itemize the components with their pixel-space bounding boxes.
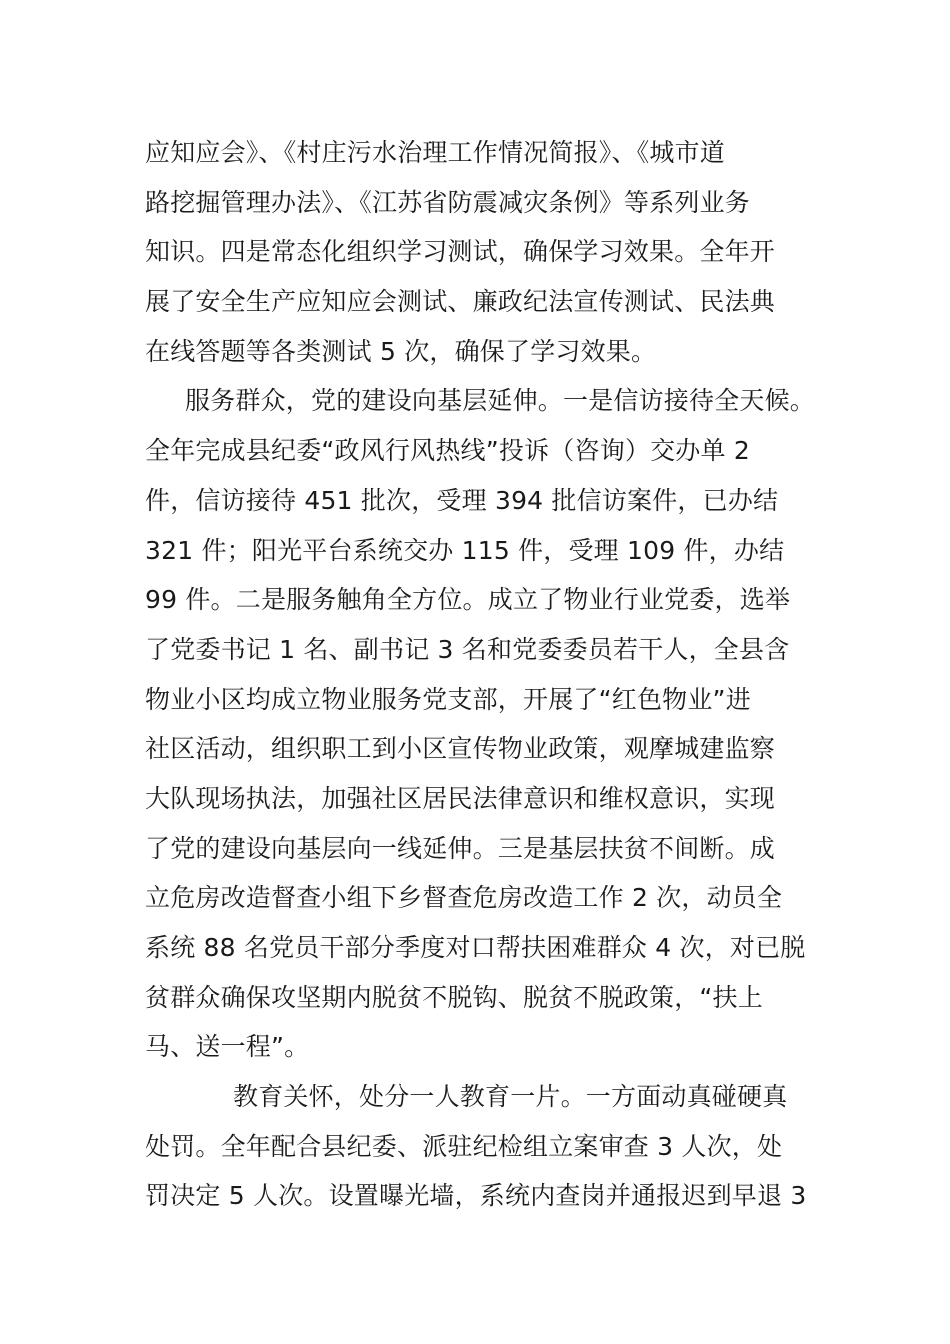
- text-line: 马、送一程”。: [145, 1032, 310, 1062]
- text-line: 了党的建设向基层向一线延伸。三是基层扶贫不间断。成: [145, 833, 776, 863]
- text-line: 立危房改造督查小组下乡督查危房改造工作 2 次，动员全: [145, 883, 783, 913]
- paragraph-start-line: 服务群众，党的建设向基层延伸。一是信访接待全天候。: [185, 386, 816, 416]
- text-line: 99 件。二是服务触角全方位。成立了物业行业党委，选举: [145, 585, 791, 615]
- text-line: 件，信访接待 451 批次，受理 394 批信访案件，已办结: [145, 485, 779, 515]
- text-line: 系统 88 名党员干部分季度对口帮扶困难群众 4 次，对已脱: [145, 933, 806, 962]
- text-line: 321 件；阳光平台系统交办 115 件，受理 109 件，办结: [145, 535, 785, 565]
- text-line: 在线答题等各类测试 5 次，确保了学习效果。: [145, 336, 657, 366]
- text-line: 了党委书记 1 名、副书记 3 名和党委委员若干人，全县含: [145, 634, 790, 664]
- text-line: 贫群众确保攻坚期内脱贫不脱钩、脱贫不脱政策，“扶上: [145, 982, 763, 1012]
- text-line: 物业小区均成立物业服务党支部，开展了“红色物业”进: [145, 684, 751, 714]
- text-line: 处罚。全年配合县纪委、派驻纪检组立案审查 3 人次，处: [145, 1131, 783, 1161]
- text-line: 全年完成县纪委“政风行风热线”投诉（咨询）交办单 2: [145, 436, 750, 466]
- paragraph-start-line: 教育关怀，处分一人教育一片。一方面动真碰硬真: [233, 1082, 788, 1112]
- text-line: 路挖掘管理办法》、《江苏省防震减灾条例》等系列业务: [145, 187, 751, 217]
- text-line: 应知应会》、《村庄污水治理工作情况简报》、《城市道: [145, 138, 726, 167]
- text-line: 罚决定 5 人次。设置曝光墙，系统内查岗并通报迟到早退 3: [145, 1181, 807, 1211]
- text-line: 大队现场执法，加强社区居民法律意识和维权意识，实现: [145, 783, 776, 813]
- text-line: 展了安全生产应知应会测试、廉政纪法宣传测试、民法典: [145, 287, 776, 317]
- text-line: 社区活动，组织职工到小区宣传物业政策，观摩城建监察: [145, 734, 776, 764]
- text-line: 知识。四是常态化组织学习测试，确保学习效果。全年开: [145, 237, 776, 267]
- body-text: [145, 128, 815, 1221]
